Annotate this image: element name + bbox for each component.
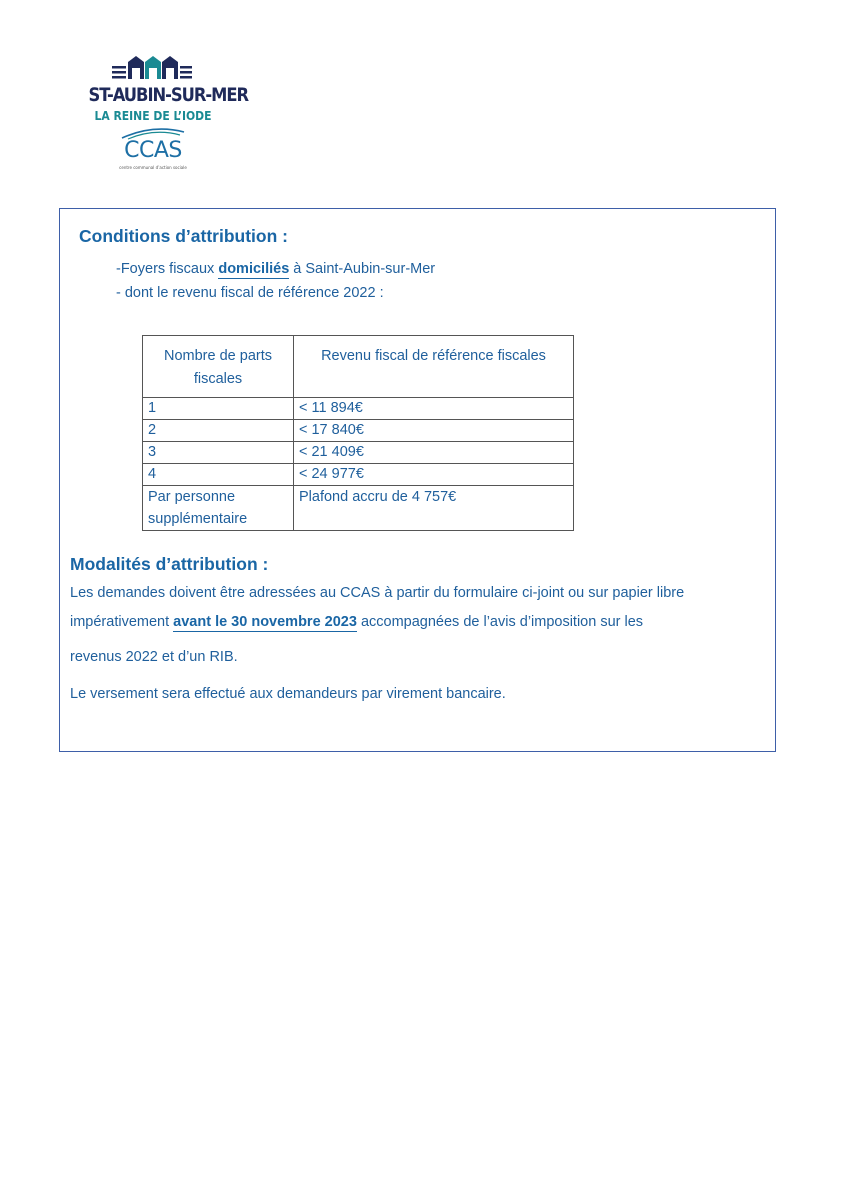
condition-emphasis: domiciliés <box>218 261 290 277</box>
condition-line-2: - dont le revenu fiscal de référence 2022 : <box>116 285 384 301</box>
table-cell-parts: 3 <box>143 442 294 464</box>
table-row <box>143 420 574 442</box>
table-row <box>143 464 574 486</box>
modalites-line-3: revenus 2022 et d’un RIB. <box>70 649 238 665</box>
modalites-line-4: Le versement sera effectué aux demandeurs par virement bancaire. <box>70 686 506 702</box>
table-row <box>143 486 574 531</box>
conditions-heading: Conditions d’attribution : <box>79 226 288 246</box>
table-cell-parts: Par personne supplémentaire <box>143 486 294 531</box>
table-cell-revenue: Plafond accru de 4 757€ <box>294 486 574 531</box>
ccas-logo-text: CCAS <box>124 138 182 163</box>
table-cell-revenue: < 11 894€ <box>294 398 574 420</box>
table-header-parts: Nombre de parts fiscales <box>143 336 294 398</box>
table-cell-revenue: < 21 409€ <box>294 442 574 464</box>
table-cell-parts: 1 <box>143 398 294 420</box>
town-tagline: LA REINE DE L’IODE <box>94 109 212 123</box>
table-cell-parts: 2 <box>143 420 294 442</box>
logo <box>78 54 249 176</box>
condition-line-1 <box>116 261 435 277</box>
modalites-line-1: Les demandes doivent être adressées au CCAS à partir du formulaire ci-joint ou sur papier libre <box>70 585 685 601</box>
table-row <box>143 442 574 464</box>
condition-text: à Saint-Aubin-sur-Mer <box>289 261 436 277</box>
table-cell-revenue: < 24 977€ <box>294 464 574 486</box>
table-header-revenue: Revenu fiscal de référence fiscales <box>294 336 574 398</box>
income-table <box>142 335 574 531</box>
ccas-subtitle: centre communal d’action sociale <box>119 165 187 170</box>
deadline-emphasis: avant le 30 novembre 2023 <box>173 614 357 630</box>
modalites-text: impérativement <box>70 614 174 630</box>
condition-text: -Foyers fiscaux <box>116 261 219 277</box>
modalites-line-2 <box>70 614 643 630</box>
table-row <box>143 398 574 420</box>
town-name: ST-AUBIN-SUR-MER <box>88 84 249 106</box>
modalites-text: accompagnées de l’avis d’imposition sur les <box>356 614 644 630</box>
table-cell-revenue: < 17 840€ <box>294 420 574 442</box>
table-cell-parts: 4 <box>143 464 294 486</box>
houses-logo-icon <box>110 54 194 84</box>
modalites-heading: Modalités d’attribution : <box>70 554 269 574</box>
content-box <box>59 208 776 752</box>
